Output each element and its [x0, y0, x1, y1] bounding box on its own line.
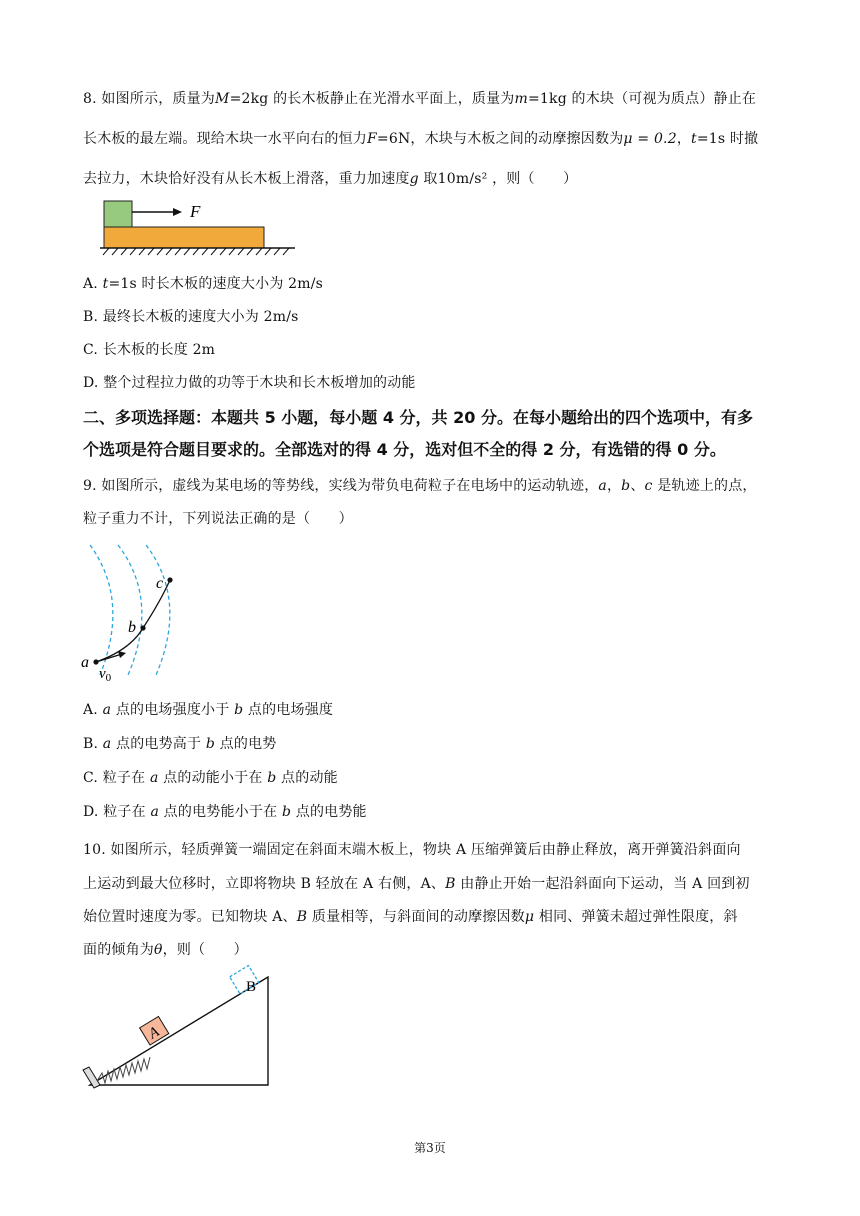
q8-line-3: 去拉力，木块恰好没有从长木板上滑落，重力加速度g 取10m/s² ，则（ ） [83, 171, 578, 187]
q9-option-d: D. 粒子在 a 点的电势能小于在 b 点的电势能 [83, 804, 367, 820]
equipotential-line-1 [90, 545, 113, 675]
q8-option-a: A. t=1s 时长木板的速度大小为 2m/s [83, 276, 324, 292]
section-heading-line-1: 二、多项选择题：本题共 5 小题，每小题 4 分，共 20 分。在每小题给出的四个选项中，有多 [83, 408, 753, 427]
long-board [104, 227, 264, 248]
velocity-arrow-head [118, 651, 126, 658]
q10-line-3: 始位置时速度为零。已知物块 A、B 质量相等，与斜面间的动摩擦因数μ 相同、弹簧未超过弹性限度，斜 [83, 909, 738, 925]
q9-line-1: 9. 如图所示，虚线为某电场的等势线，实线为带负电荷粒子在电场中的运动轨迹，a，b、c 是轨迹上的点， [83, 478, 757, 494]
equipotential-line-3 [146, 545, 170, 675]
q8-line-2: 长木板的最左端。现给木块一水平向右的恒力F=6N，木块与木板之间的动摩擦因数为μ = 0.2，t=1s 时撤 [83, 131, 759, 147]
q10-figure [80, 965, 280, 1090]
force-label: F [190, 202, 201, 221]
end-board [83, 1067, 100, 1088]
q9-option-c: C. 粒子在 a 点的动能小于在 b 点的动能 [83, 770, 338, 786]
q10-line-1: 10. 如图所示，轻质弹簧一端固定在斜面末端木板上，物块 A 压缩弹簧后由静止释放，离开弹簧沿斜面向 [83, 842, 741, 858]
point-b-dot [140, 625, 145, 630]
spring [97, 1057, 150, 1083]
point-a-label: a [81, 654, 89, 671]
q8-figure [100, 198, 300, 258]
point-c-dot [167, 577, 172, 582]
point-c-label: c [156, 575, 164, 592]
q9-figure [78, 540, 188, 685]
q8-option-b: B. 最终长木板的速度大小为 2m/s [83, 309, 299, 325]
q8-option-d: D. 整个过程拉力做的功等于木块和长木板增加的动能 [83, 375, 416, 391]
velocity-label: $v_0$ [99, 666, 112, 684]
page-number: 第3页 [414, 1141, 446, 1155]
block-a-label: A [145, 1023, 163, 1043]
q9-option-a: A. a 点的电场强度小于 b 点的电场强度 [83, 702, 334, 718]
velocity-arrow [96, 654, 122, 662]
point-b-label: b [128, 619, 136, 636]
force-arrow-head [173, 208, 182, 216]
q8-option-c: C. 长木板的长度 2m [83, 342, 216, 358]
section-heading-line-2: 个选项是符合题目要求的。全部选对的得 4 分，选对但不全的得 2 分，有选错的得 0 分。 [83, 440, 726, 459]
q9-line-2: 粒子重力不计，下列说法正确的是（ ） [83, 511, 353, 527]
q9-option-b: B. a 点的电势高于 b 点的电势 [83, 736, 277, 752]
q10-line-2: 上运动到最大位移时，立即将物块 B 轻放在 A 右侧，A、B 由静止开始一起沿斜面向下运动，当 A 回到初 [83, 876, 750, 892]
small-block [104, 201, 132, 227]
block-b-label: B [246, 979, 257, 995]
ground-hatching [103, 248, 289, 255]
q8-line-1: 8. 如图所示，质量为M=2kg 的长木板静止在光滑水平面上，质量为m=1kg 的木块（可视为质点）静止在 [83, 91, 757, 107]
q10-line-4: 面的倾角为θ，则（ ） [83, 942, 248, 958]
